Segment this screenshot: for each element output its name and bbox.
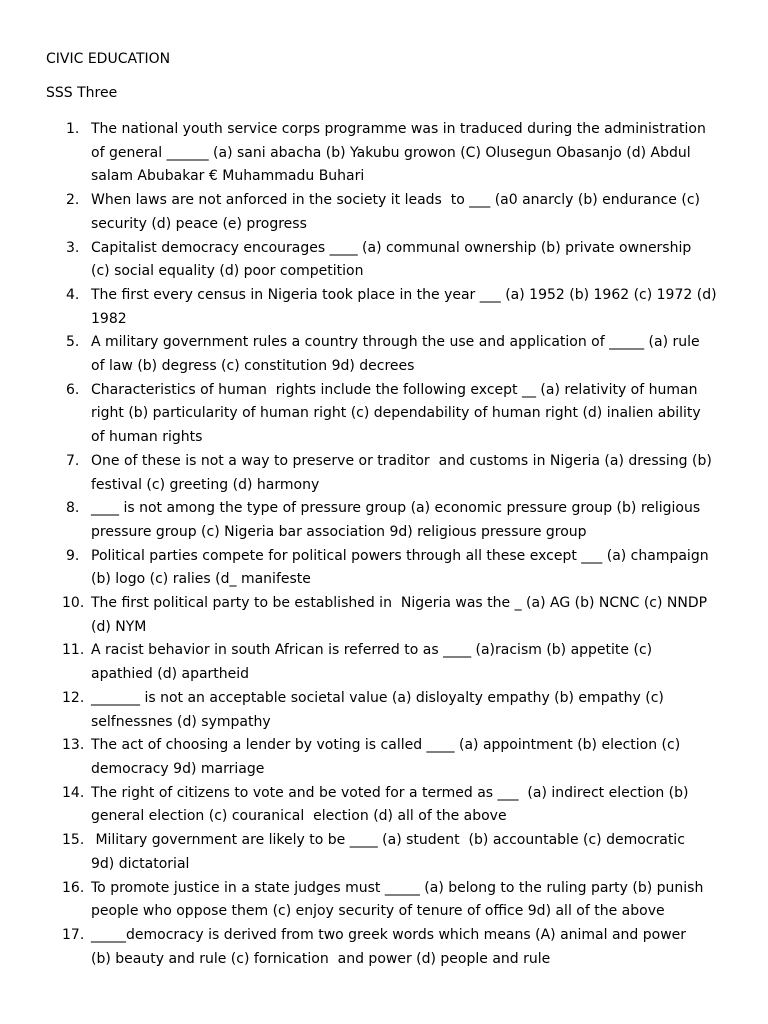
question-line: (c) social equality (d) poor competition — [91, 263, 364, 280]
question-line: The first political party to be established in Nigeria was the _ (a) AG (b) NCNC (c) NNDP — [91, 595, 708, 612]
question-line: Political parties compete for political powers through all these except ___ (a) champaign — [91, 547, 709, 564]
question-number: 10. — [62, 595, 85, 612]
question-text — [91, 287, 717, 327]
question-list — [46, 118, 726, 971]
question-item — [46, 379, 726, 450]
question-line: people who oppose them (c) enjoy security of tenure of office 9d) all of the above — [91, 903, 665, 920]
question-text — [91, 453, 712, 493]
question-number: 15. — [62, 832, 85, 849]
question-line: selfnessnes (d) sympathy — [91, 713, 271, 730]
question-text — [91, 927, 686, 967]
question-line: Characteristics of human rights include the following except __ (a) relativity of human — [91, 381, 698, 398]
question-line: of law (b) degress (c) constitution 9d) decrees — [91, 358, 415, 375]
question-item — [46, 782, 726, 829]
question-line: apathied (d) apartheid — [91, 666, 250, 683]
question-line: A racist behavior in south African is referred to as ____ (a)racism (b) appetite (c) — [91, 642, 653, 659]
question-line: Capitalist democracy encourages ____ (a) communal ownership (b) private ownership — [91, 239, 692, 256]
question-item — [46, 497, 726, 544]
question-item — [46, 450, 726, 497]
question-item — [46, 545, 726, 592]
document-class-heading: SSS Three — [46, 85, 118, 101]
question-text — [91, 642, 652, 682]
question-number: 4. — [66, 286, 80, 303]
question-number: 1. — [66, 121, 80, 137]
question-text — [91, 121, 706, 184]
question-text — [91, 500, 700, 540]
question-text — [91, 192, 700, 232]
question-line: _______ is not an acceptable societal value (a) disloyalty empathy (b) empathy (c) — [91, 689, 664, 706]
question-line: pressure group (c) Nigeria bar association 9d) religious pressure group — [91, 523, 587, 540]
question-item — [46, 734, 726, 781]
question-line: Military government are likely to be ____ (a) student (b) accountable (c) democratic — [91, 832, 685, 849]
question-number: 9. — [66, 547, 80, 564]
question-line: _____democracy is derived from two greek words which means (A) animal and power — [91, 926, 687, 943]
question-line: One of these is not a way to preserve or traditor and customs in Nigeria (a) dressing (b) — [91, 452, 712, 469]
question-text — [91, 595, 707, 635]
question-item — [46, 877, 726, 924]
question-number: 6. — [66, 381, 80, 398]
question-item — [46, 331, 726, 378]
question-line: 1982 — [91, 310, 127, 327]
question-text — [91, 334, 700, 374]
question-item — [46, 687, 726, 734]
question-item — [46, 924, 726, 971]
question-text — [91, 737, 680, 777]
question-line: of general ______ (a) sani abacha (b) Yakubu growon (C) Olusegun Obasanjo (d) Abdul — [91, 144, 691, 161]
question-line: (d) NYM — [91, 618, 147, 635]
question-text — [91, 785, 689, 825]
question-number: 14. — [62, 784, 85, 801]
question-number: 13. — [62, 737, 85, 754]
question-line: democracy 9d) marriage — [91, 760, 265, 777]
question-number: 12. — [62, 689, 85, 706]
question-line: The national youth service corps programme was in traduced during the administration — [91, 121, 706, 137]
question-number: 7. — [66, 452, 80, 469]
question-text — [91, 832, 685, 872]
question-text — [91, 880, 703, 920]
question-line: To promote justice in a state judges must _____ (a) belong to the ruling party (b) punish — [91, 879, 704, 896]
question-line: salam Abubakar € Muhammadu Buhari — [91, 168, 365, 185]
question-number: 5. — [66, 334, 80, 351]
question-line: security (d) peace (e) progress — [91, 215, 307, 232]
question-line: right (b) particularity of human right (c) dependability of human right (d) inalien ability — [91, 405, 701, 422]
question-line: festival (c) greeting (d) harmony — [91, 476, 320, 493]
question-item — [46, 639, 726, 686]
question-number: 3. — [66, 239, 80, 256]
question-item — [46, 189, 726, 236]
question-text — [91, 690, 664, 730]
question-item — [46, 118, 726, 189]
question-line: (b) beauty and rule (c) fornication and power (d) people and rule — [91, 950, 551, 967]
question-item — [46, 237, 726, 284]
question-number: 17. — [62, 926, 85, 943]
question-line: The first every census in Nigeria took place in the year ___ (a) 1952 (b) 1962 (c) 1972 (d) — [91, 286, 717, 303]
question-text — [91, 240, 691, 280]
question-line: A military government rules a country through the use and application of _____ (a) rule — [91, 334, 700, 351]
question-item — [46, 284, 726, 331]
question-number: 2. — [66, 192, 80, 209]
question-line: (b) logo (c) ralies (d_ manifeste — [91, 571, 311, 588]
question-line: The act of choosing a lender by voting is called ____ (a) appointment (b) election (c) — [91, 737, 681, 754]
document-subject-heading: CIVIC EDUCATION — [46, 51, 171, 67]
question-line: general election (c) couranical election (d) all of the above — [91, 808, 507, 825]
question-item — [46, 592, 726, 639]
question-number: 8. — [66, 500, 80, 517]
question-line: ____ is not among the type of pressure group (a) economic pressure group (b) religious — [91, 500, 701, 517]
question-line: The right of citizens to vote and be voted for a termed as ___ (a) indirect election (b) — [91, 784, 689, 801]
question-line: 9d) dictatorial — [91, 855, 190, 872]
question-number: 16. — [62, 879, 85, 896]
question-number: 11. — [62, 642, 85, 659]
question-item — [46, 829, 726, 876]
question-text — [91, 382, 701, 445]
question-text — [91, 548, 709, 588]
question-line: When laws are not anforced in the society it leads to ___ (a0 anarcly (b) endurance (c) — [91, 192, 700, 209]
question-line: of human rights — [91, 429, 203, 446]
